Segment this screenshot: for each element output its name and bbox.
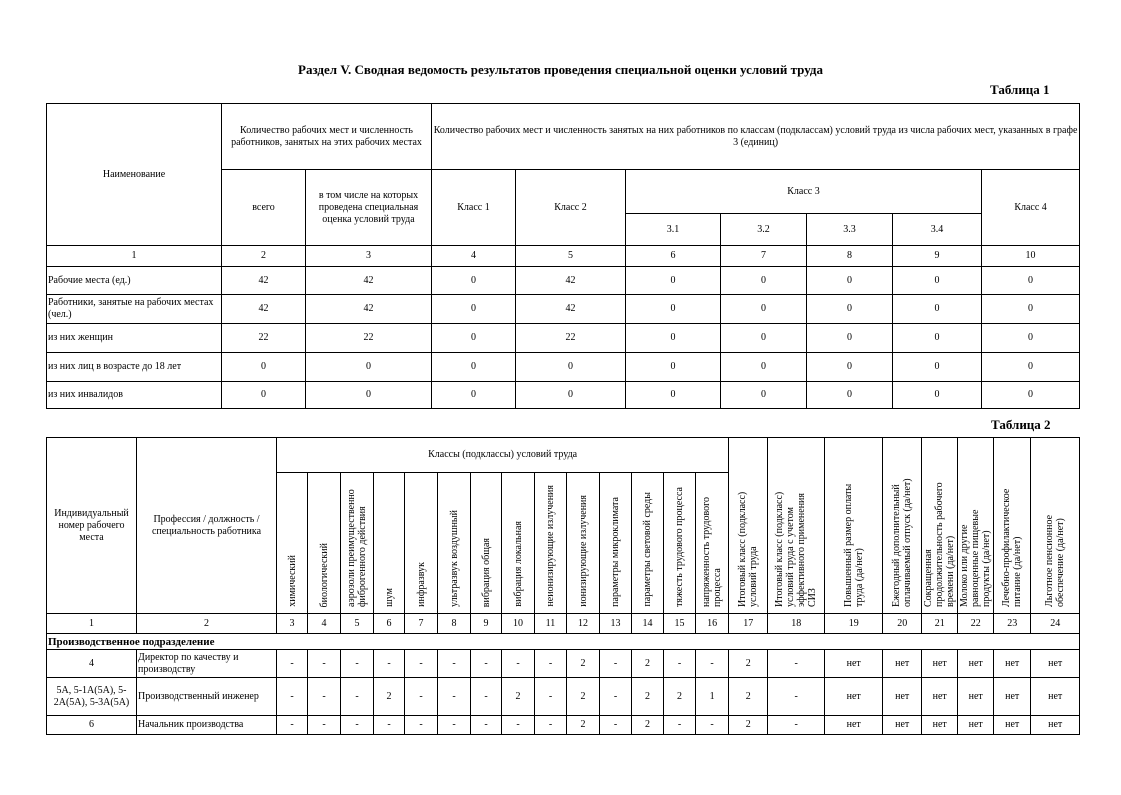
table2-label: Таблица 2: [991, 417, 1051, 432]
table-cell: 2: [632, 716, 664, 735]
profession-name: Начальник производства: [137, 716, 277, 735]
table-cell: 22: [306, 324, 432, 353]
table-cell: 2: [502, 678, 535, 716]
table-cell: 0: [306, 382, 432, 409]
table-cell: -: [308, 716, 341, 735]
table-cell: 0: [807, 382, 893, 409]
column-number: 3: [277, 614, 308, 634]
table-cell: 2: [374, 678, 405, 716]
column-numbers-row: [47, 246, 1080, 267]
header-classes-qty: Количество рабочих мест и численность занятых на них работников по классам (подклассам) условий труда из числа рабочих мест, указанных в графе 3 (единиц): [432, 104, 1080, 170]
column-number: 19: [825, 614, 883, 634]
factor-header: вибрация общая: [471, 473, 502, 614]
header-class-2: Класс 2: [516, 170, 626, 246]
column-number: 20: [883, 614, 922, 634]
factor-header: ионизирующие излучения: [567, 473, 600, 614]
column-number: 24: [1031, 614, 1080, 634]
table-cell: -: [374, 716, 405, 735]
header-workplace-id: Индивидуальный номер рабочего места: [47, 438, 137, 614]
table-cell: -: [341, 650, 374, 678]
header-class-4: Класс 4: [982, 170, 1080, 246]
table-cell: 42: [306, 295, 432, 324]
column-number: 6: [626, 246, 721, 267]
summary-table-2: [46, 437, 1080, 735]
row-label: из них инвалидов: [47, 382, 222, 409]
header-class-3-4: 3.4: [893, 214, 982, 246]
header-name: Наименование: [47, 104, 222, 246]
table-cell: 0: [721, 353, 807, 382]
factor-header: параметры микроклимата: [600, 473, 632, 614]
table-cell: -: [308, 650, 341, 678]
table-cell: -: [696, 716, 729, 735]
table-cell: нет: [994, 678, 1031, 716]
table-cell: 0: [721, 295, 807, 324]
column-number: 15: [664, 614, 696, 634]
table-cell: 0: [893, 267, 982, 295]
table-cell: 0: [721, 382, 807, 409]
table-cell: 22: [222, 324, 306, 353]
row-label: Рабочие места (ед.): [47, 267, 222, 295]
table-cell: -: [405, 716, 438, 735]
table-cell: 0: [222, 353, 306, 382]
table-cell: 0: [721, 324, 807, 353]
header-therapeutic-food: Лечебно-профилактическое питание (да/нет): [994, 438, 1031, 614]
header-milk: Молоко или другие равноценные пищевые продукты (да/нет): [958, 438, 994, 614]
factor-header: параметры световой среды: [632, 473, 664, 614]
column-number: 2: [222, 246, 306, 267]
header-shorter-hours: Сокращенная продолжительность рабочего времени (да/нет): [922, 438, 958, 614]
table-cell: нет: [1031, 678, 1080, 716]
header-workplace-qty: Количество рабочих мест и численность работников, занятых на этих рабочих местах: [222, 104, 432, 170]
column-numbers-row-2: [47, 614, 1080, 634]
column-number: 3: [306, 246, 432, 267]
table-cell: 0: [626, 324, 721, 353]
factor-header: напряженность трудового процесса: [696, 473, 729, 614]
table-cell: нет: [994, 650, 1031, 678]
table-cell: 2: [632, 678, 664, 716]
profession-name: Производственный инженер: [137, 678, 277, 716]
table-cell: 0: [721, 267, 807, 295]
table-cell: нет: [883, 678, 922, 716]
column-number: 4: [432, 246, 516, 267]
table-cell: 1: [696, 678, 729, 716]
table-cell: 0: [982, 324, 1080, 353]
table-cell: нет: [1031, 716, 1080, 735]
header-extra-leave: Ежегодный дополнительный оплачиваемый отпуск (да/нет): [883, 438, 922, 614]
table-cell: -: [405, 678, 438, 716]
table-cell: -: [768, 678, 825, 716]
column-number: 7: [721, 246, 807, 267]
column-number: 1: [47, 614, 137, 634]
column-number: 9: [893, 246, 982, 267]
column-number: 9: [471, 614, 502, 634]
column-number: 17: [729, 614, 768, 634]
column-number: 8: [807, 246, 893, 267]
table-cell: -: [696, 650, 729, 678]
table-row: [47, 650, 1080, 678]
table-cell: -: [502, 650, 535, 678]
table-cell: -: [664, 716, 696, 735]
workplace-id: 5А, 5-1А(5А), 5-2А(5А), 5-3А(5А): [47, 678, 137, 716]
table-cell: -: [374, 650, 405, 678]
header-final-class-siz: Итоговый класс (подкласс) условий труда с учетом эффективного применения СИЗ: [768, 438, 825, 614]
table-cell: -: [535, 716, 567, 735]
column-number: 7: [405, 614, 438, 634]
factor-header: химический: [277, 473, 308, 614]
table-cell: 0: [807, 267, 893, 295]
table-cell: нет: [922, 716, 958, 735]
table-cell: 22: [516, 324, 626, 353]
table-cell: -: [438, 678, 471, 716]
table-cell: -: [502, 716, 535, 735]
row-label: Работники, занятые на рабочих местах (чел.): [47, 295, 222, 324]
table-cell: 2: [729, 650, 768, 678]
table-cell: 42: [516, 267, 626, 295]
column-number: 16: [696, 614, 729, 634]
column-number: 6: [374, 614, 405, 634]
header-pension: Льготное пенсионное обеспечение (да/нет): [1031, 438, 1080, 614]
table-cell: 2: [567, 716, 600, 735]
table-cell: 42: [222, 295, 306, 324]
table-cell: 0: [432, 382, 516, 409]
column-number: 1: [47, 246, 222, 267]
column-number: 8: [438, 614, 471, 634]
table-cell: 2: [567, 650, 600, 678]
department-section: Производственное подразделение: [47, 634, 1080, 650]
factor-header: шум: [374, 473, 405, 614]
table-cell: 0: [432, 267, 516, 295]
column-number: 4: [308, 614, 341, 634]
section-title: Раздел V. Сводная ведомость результатов проведения специальной оценки условий труда: [298, 62, 823, 77]
column-number: 5: [516, 246, 626, 267]
column-number: 12: [567, 614, 600, 634]
column-number: 10: [982, 246, 1080, 267]
table-cell: 0: [222, 382, 306, 409]
column-number: 14: [632, 614, 664, 634]
summary-table-1: [46, 103, 1080, 409]
table-cell: 0: [432, 295, 516, 324]
table-cell: 0: [306, 353, 432, 382]
header-final-class: Итоговый класс (подкласс) условий труда: [729, 438, 768, 614]
table-cell: -: [768, 650, 825, 678]
column-number: 22: [958, 614, 994, 634]
table-row: [47, 353, 1080, 382]
table-cell: -: [438, 650, 471, 678]
table-cell: 0: [982, 267, 1080, 295]
row-label: из них женщин: [47, 324, 222, 353]
table-cell: 2: [729, 716, 768, 735]
table-cell: 0: [626, 382, 721, 409]
table-row: [47, 716, 1080, 735]
table-row: [47, 678, 1080, 716]
factor-header: аэрозоли преимущественно фиброгенного действия: [341, 473, 374, 614]
table-cell: 2: [664, 678, 696, 716]
column-number: 21: [922, 614, 958, 634]
table-cell: нет: [958, 650, 994, 678]
table-cell: нет: [922, 650, 958, 678]
table-cell: -: [341, 716, 374, 735]
profession-name: Директор по качеству и производству: [137, 650, 277, 678]
table-cell: 0: [807, 353, 893, 382]
table-cell: нет: [994, 716, 1031, 735]
column-number: 23: [994, 614, 1031, 634]
table-cell: нет: [883, 650, 922, 678]
header-assessed: в том числе на которых проведена специальная оценка условий труда: [306, 170, 432, 246]
column-number: 5: [341, 614, 374, 634]
table-cell: нет: [1031, 650, 1080, 678]
header-class-3-1: 3.1: [626, 214, 721, 246]
table-cell: 2: [729, 678, 768, 716]
workplace-id: 6: [47, 716, 137, 735]
table-cell: 0: [807, 295, 893, 324]
header-class-1: Класс 1: [432, 170, 516, 246]
table-cell: нет: [883, 716, 922, 735]
column-number: 13: [600, 614, 632, 634]
table-cell: нет: [825, 650, 883, 678]
table-cell: -: [471, 650, 502, 678]
table-row: [47, 295, 1080, 324]
table-cell: -: [471, 678, 502, 716]
table-cell: 0: [982, 382, 1080, 409]
table-cell: 42: [222, 267, 306, 295]
workplace-id: 4: [47, 650, 137, 678]
table-cell: -: [308, 678, 341, 716]
table-cell: нет: [825, 716, 883, 735]
table-cell: -: [471, 716, 502, 735]
factor-header: ультразвук воздушный: [438, 473, 471, 614]
table-cell: 0: [982, 353, 1080, 382]
header-increased-pay: Повышенный размер оплаты труда (да/нет): [825, 438, 883, 614]
header-profession: Профессия / должность / специальность работника: [137, 438, 277, 614]
table-cell: -: [277, 678, 308, 716]
header-class-3-3: 3.3: [807, 214, 893, 246]
table-cell: нет: [922, 678, 958, 716]
table-cell: 0: [432, 353, 516, 382]
header-class-3: Класс 3: [626, 170, 982, 214]
table-row: [47, 324, 1080, 353]
factor-header: тяжесть трудового процесса: [664, 473, 696, 614]
table-cell: -: [277, 650, 308, 678]
column-number: 2: [137, 614, 277, 634]
table-cell: 0: [893, 353, 982, 382]
table-cell: нет: [958, 716, 994, 735]
row-label: из них лиц в возрасте до 18 лет: [47, 353, 222, 382]
table1-label: Таблица 1: [990, 82, 1050, 97]
table-cell: 0: [893, 324, 982, 353]
table-cell: -: [405, 650, 438, 678]
factor-header: инфразвук: [405, 473, 438, 614]
table-cell: 0: [626, 267, 721, 295]
factor-header: неионизирующие излучения: [535, 473, 567, 614]
table-cell: -: [664, 650, 696, 678]
table-row: [47, 267, 1080, 295]
table-cell: 42: [306, 267, 432, 295]
table-cell: -: [600, 716, 632, 735]
table-cell: -: [535, 678, 567, 716]
table-cell: -: [341, 678, 374, 716]
table-cell: 0: [432, 324, 516, 353]
table-cell: 0: [516, 382, 626, 409]
table-cell: -: [600, 650, 632, 678]
factor-header: биологический: [308, 473, 341, 614]
table-cell: 2: [632, 650, 664, 678]
table-cell: 42: [516, 295, 626, 324]
table-cell: нет: [825, 678, 883, 716]
column-number: 10: [502, 614, 535, 634]
table-cell: -: [768, 716, 825, 735]
table-row: [47, 382, 1080, 409]
table-cell: 0: [893, 295, 982, 324]
table-cell: -: [600, 678, 632, 716]
table-cell: 0: [982, 295, 1080, 324]
column-number: 18: [768, 614, 825, 634]
factor-header: вибрация локальная: [502, 473, 535, 614]
table-cell: 0: [807, 324, 893, 353]
column-number: 11: [535, 614, 567, 634]
table-cell: нет: [958, 678, 994, 716]
table-cell: 2: [567, 678, 600, 716]
table-cell: 0: [893, 382, 982, 409]
table-cell: -: [438, 716, 471, 735]
header-work-classes: Классы (подклассы) условий труда: [277, 438, 729, 473]
table-cell: 0: [626, 295, 721, 324]
table-cell: 0: [516, 353, 626, 382]
table-cell: -: [535, 650, 567, 678]
header-class-3-2: 3.2: [721, 214, 807, 246]
table-cell: -: [277, 716, 308, 735]
table-cell: 0: [626, 353, 721, 382]
header-total: всего: [222, 170, 306, 246]
